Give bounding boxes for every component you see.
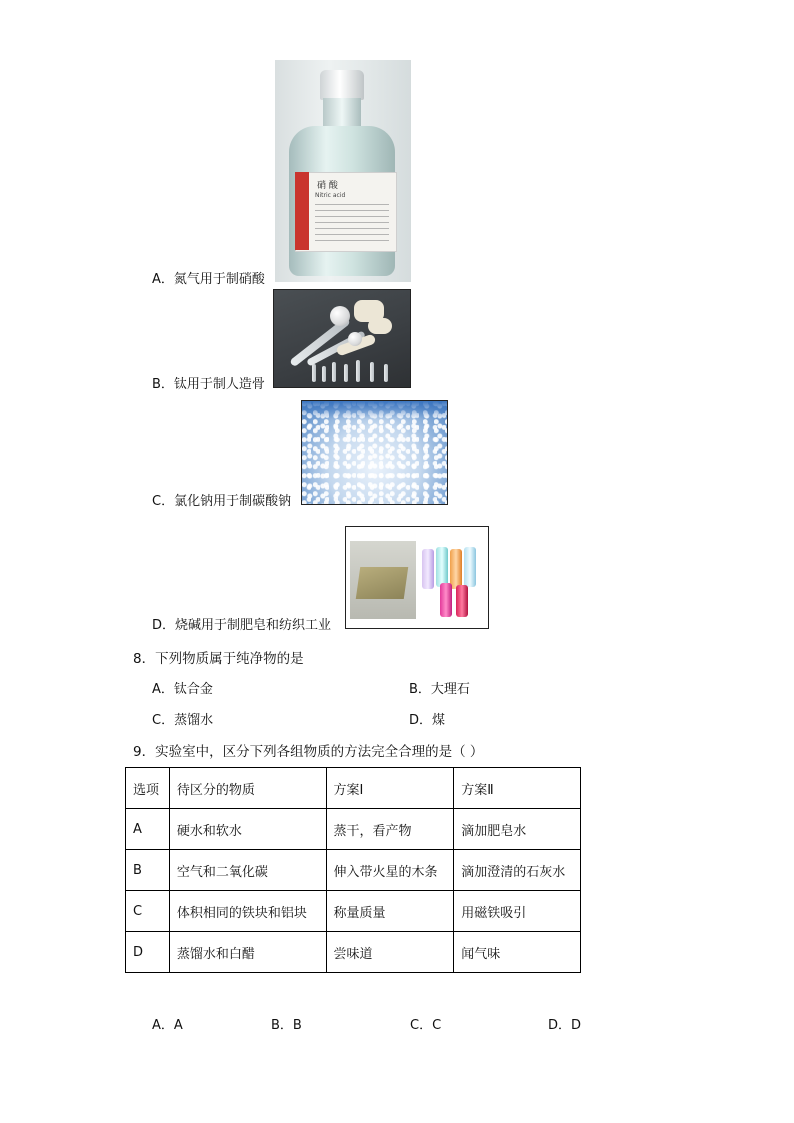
q9-choice-b[interactable]: B．B (271, 1018, 302, 1033)
bottle-label-subtitle: Nitric acid (315, 192, 346, 199)
table-cell: C (126, 891, 170, 932)
table-cell: 尝味道 (326, 932, 454, 973)
table-cell: B (126, 850, 170, 891)
titanium-implant-image (273, 289, 411, 388)
table-cell: A (126, 809, 170, 850)
table-header-row (126, 768, 581, 809)
q9-choice-d[interactable]: D．D (548, 1018, 582, 1033)
sodium-chloride-image (301, 400, 448, 505)
table-cell: 滴加澄清的石灰水 (454, 850, 581, 891)
q7-option-a[interactable]: A．氮气用于制硝酸 (152, 272, 265, 287)
q9-choice-c[interactable]: C．C (410, 1018, 442, 1033)
table-cell: 伸入带火星的木条 (326, 850, 454, 891)
nitric-acid-bottle-image (275, 60, 411, 282)
table-header-cell: 方案Ⅰ (326, 768, 454, 809)
table-header-cell: 方案Ⅱ (454, 768, 581, 809)
table-cell: 用磁铁吸引 (454, 891, 581, 932)
q9-title: 9．实验室中，区分下列各组物质的方法完全合理的是（ ） (133, 744, 484, 760)
bottle-label-stripe (295, 172, 309, 250)
q9-options-table (125, 767, 581, 973)
table-cell: 蒸馏水和白醋 (169, 932, 326, 973)
q7-option-b[interactable]: B．钛用于制人造骨 (152, 377, 265, 392)
soap-and-thread-image (345, 526, 489, 629)
table-row (126, 932, 581, 973)
table-cell: 闻气味 (454, 932, 581, 973)
table-row (126, 809, 581, 850)
table-row (126, 850, 581, 891)
table-header-cell: 待区分的物质 (169, 768, 326, 809)
table-cell: D (126, 932, 170, 973)
q9-choice-a[interactable]: A．A (152, 1018, 183, 1033)
q8-choice-d[interactable]: D．煤 (409, 713, 446, 728)
soap-bar (356, 567, 408, 599)
table-cell: 称量质量 (326, 891, 454, 932)
q7-option-c[interactable]: C．氯化钠用于制碳酸钠 (152, 494, 292, 509)
q8-choice-b[interactable]: B．大理石 (409, 682, 470, 697)
table-cell: 蒸干，看产物 (326, 809, 454, 850)
bottle-label-fineprint (315, 204, 389, 242)
q8-choice-c[interactable]: C．蒸馏水 (152, 713, 214, 728)
q8-title: 8．下列物质属于纯净物的是 (133, 651, 304, 667)
table-cell: 硬水和软水 (169, 809, 326, 850)
table-cell: 滴加肥皂水 (454, 809, 581, 850)
bottle-label-title: 硝 酸 (317, 181, 338, 191)
q8-choice-a[interactable]: A．钛合金 (152, 682, 213, 697)
bottle-neck (323, 98, 361, 128)
bottle-cap (320, 70, 364, 100)
table-header-cell: 选项 (126, 768, 170, 809)
q7-option-d[interactable]: D．烧碱用于制肥皂和纺织工业 (152, 618, 332, 633)
table-cell: 空气和二氧化碳 (169, 850, 326, 891)
table-cell: 体积相同的铁块和铝块 (169, 891, 326, 932)
table-row (126, 891, 581, 932)
